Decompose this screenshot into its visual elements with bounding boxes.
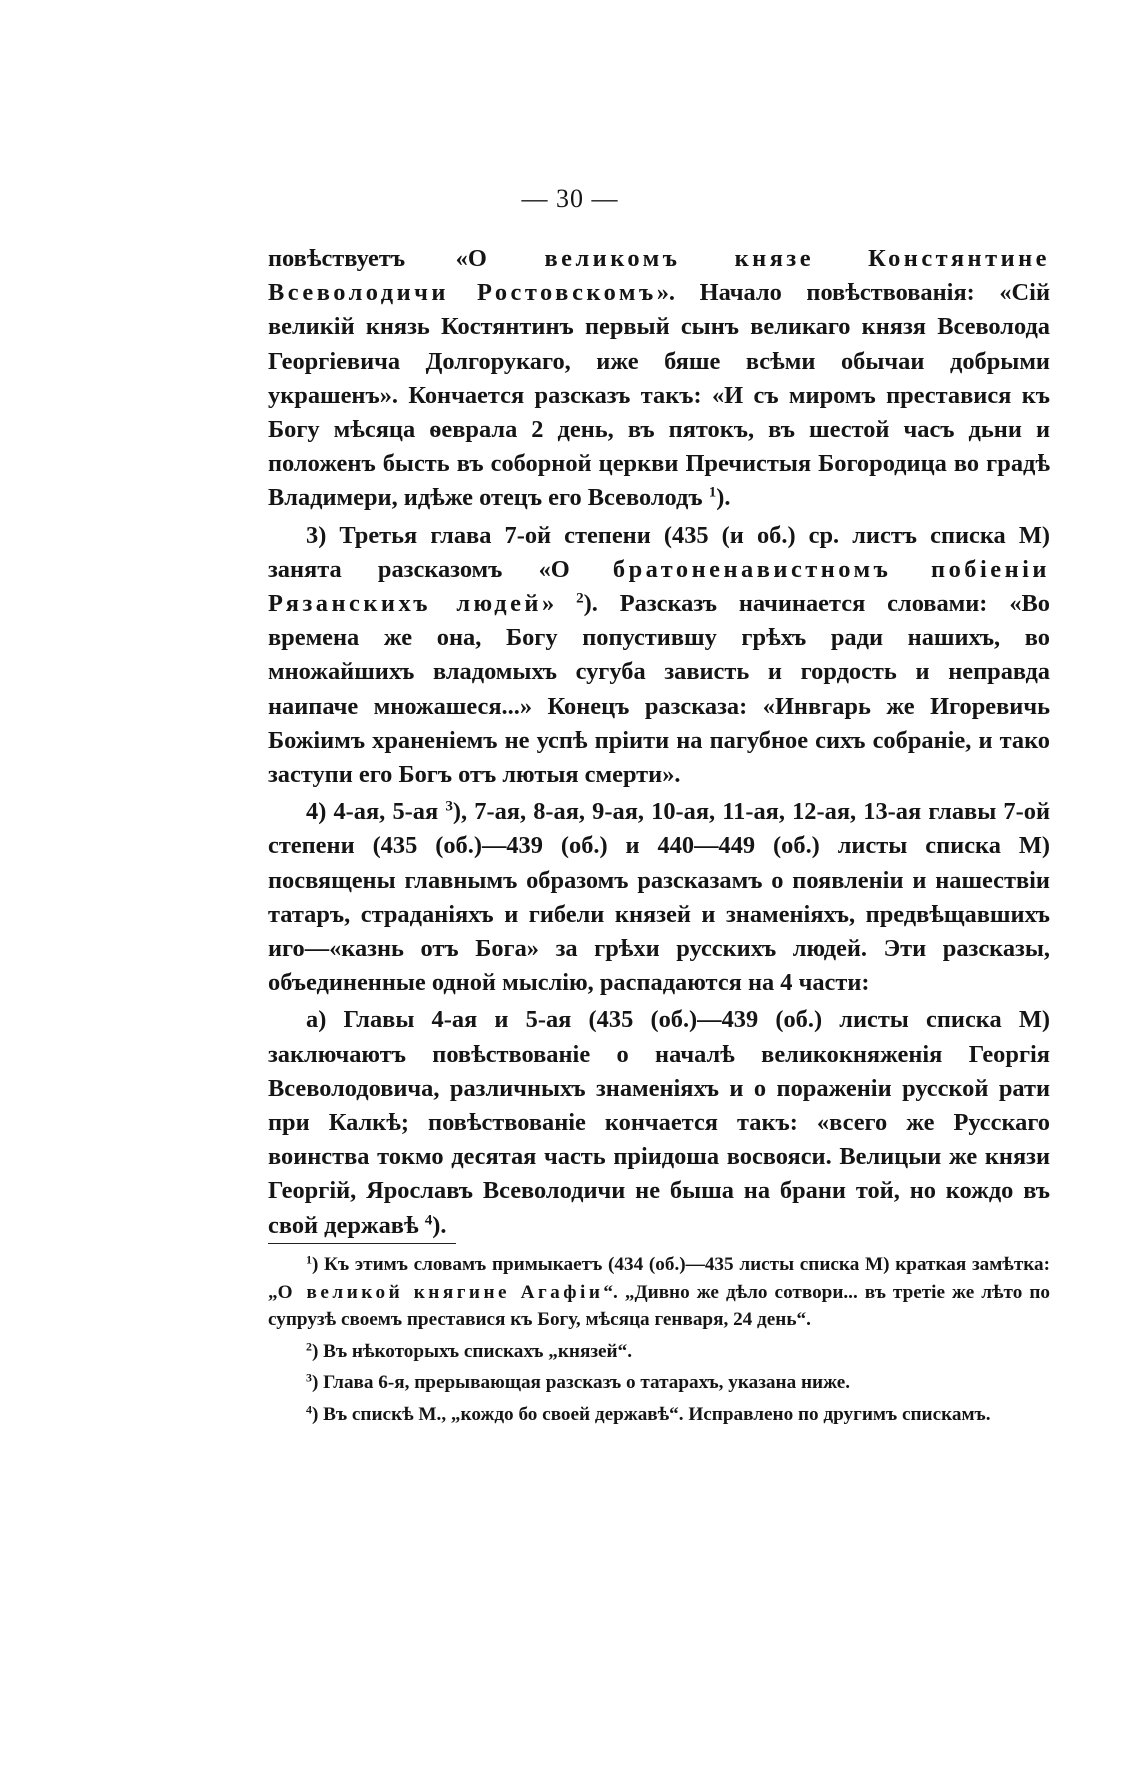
footnote-marker: 2	[306, 1339, 312, 1354]
footnotes	[268, 1251, 1050, 1429]
text-run: ) Къ этимъ словамъ примыкаетъ (434 (об.)—435 листы списка М) краткая замѣтка: „	[268, 1254, 1050, 1303]
spaced-title-text: О великой княгине Агафіи	[277, 1281, 604, 1303]
text-run: ).	[716, 484, 731, 512]
footnote-marker: 2	[576, 590, 584, 607]
page-number: — 30 —	[521, 184, 619, 213]
spaced-title-text: О великомъ князе Констянтине Всеволодичи Ростовскомъ	[268, 245, 1051, 307]
text-run: ).	[432, 1211, 447, 1239]
spaced-title-text: О братоненавистномъ побіеніи Рязанскихъ людей	[268, 555, 1050, 618]
footnote-marker: 3	[445, 798, 453, 815]
footnote-4	[268, 1401, 1050, 1429]
footnote-marker: 1	[708, 485, 717, 502]
text-run: ) Въ спискѣ М., „кождо бо своей державѣ“. Исправлено по другимъ спискамъ.	[311, 1403, 991, 1425]
footnote-2	[268, 1338, 1050, 1366]
paragraph-item-3	[268, 519, 1050, 793]
paragraph-item-a	[268, 1003, 1050, 1242]
footnote-marker: 4	[306, 1402, 312, 1417]
footnote-marker: 3	[306, 1370, 312, 1385]
footnote-divider	[268, 1243, 456, 1244]
text-run: повѣствуетъ «	[268, 245, 468, 272]
text-run: 4) 4-ая, 5-ая	[306, 798, 446, 826]
paragraph-item-4	[268, 795, 1050, 1000]
text-run: ». Начало повѣствованія: «Сій великій князь Костянтинъ первый сынъ великаго князя Всеволода Георгіевича Долгорукаго, иже бяше всѣми обычаи добрыми украшенъ». Кончается разсказъ такъ: «И съ миромъ преставися къ Богу мѣсяца ѳеврала 2 день, въ пятокъ, въ шестой часъ дьни и положенъ бысть въ соборной церкви Пречистыя Богородица во градѣ Владимери, идѣже отецъ его Всеволодъ	[268, 279, 1050, 512]
text-run: ), 7-ая, 8-ая, 9-ая, 10-ая, 11-ая, 12-ая, 13-ая главы 7-ой степени (435 (об.)—439 (об.) и 440—449 (об.) листы списка М) посвящены главнымъ образомъ разсказамъ о появленіи и нашествіи татаръ, страданіяхъ и гибели князей и знаменіяхъ, предвѣщавшихъ иго—«казнь отъ Бога» за грѣхи русскихъ людей. Эти разсказы, объединенные одной мыслію, распадаются на 4 части:	[268, 798, 1050, 997]
body-text	[268, 242, 1050, 1243]
footnote-1	[268, 1251, 1050, 1334]
text-run: 3) Третья глава 7-ой степени (435 (и об.) ср. листъ списка М) занята разсказомъ «	[268, 521, 1050, 583]
text-run: а) Главы 4-ая и 5-ая (435 (об.)—439 (об.) листы списка М) заключаютъ повѣствованіе о началѣ великокняженія Георгія Всеволодовича, различныхъ знаменіяхъ и о пораженіи русской рати при Калкѣ; повѣствованіе кончается такъ: «всего же Русскаго воинства токмо десятая часть пріидоша восвояси. Велицыи же князи Георгій, Ярославъ Всеволодичи не быша на брани той, но кождо въ свой державѣ	[268, 1006, 1050, 1239]
paragraph-continuation	[268, 242, 1050, 516]
text-run: “. „Дивно же дѣло сотвори... въ третіе же лѣто по супрузѣ своемъ преставися къ Богу, мѣсяца генваря, 24 день“.	[268, 1281, 1050, 1331]
footnote-marker: 4	[424, 1212, 433, 1229]
text-run: »	[541, 590, 577, 618]
text-run: ) Глава 6-я, прерывающая разсказъ о татарахъ, указана ниже.	[311, 1372, 851, 1394]
footnote-3	[268, 1369, 1050, 1397]
text-run: ) Въ нѣкоторыхъ спискахъ „князей“.	[311, 1340, 633, 1362]
text-run: ). Разсказъ начинается словами: «Во времена же она, Богу попустившу грѣхъ ради нашихъ, во множайшихъ владомыхъ сугуба зависть и гордость и неправда наипаче множашеся...» Конецъ разсказа: «Инвгарь же Игоревичь Божіимъ храненіемъ не успѣ пріити на пагубное сихъ собраніе, и тако заступи его Богъ отъ лютыя смерти».	[268, 590, 1050, 789]
footnote-marker: 1	[306, 1252, 312, 1267]
